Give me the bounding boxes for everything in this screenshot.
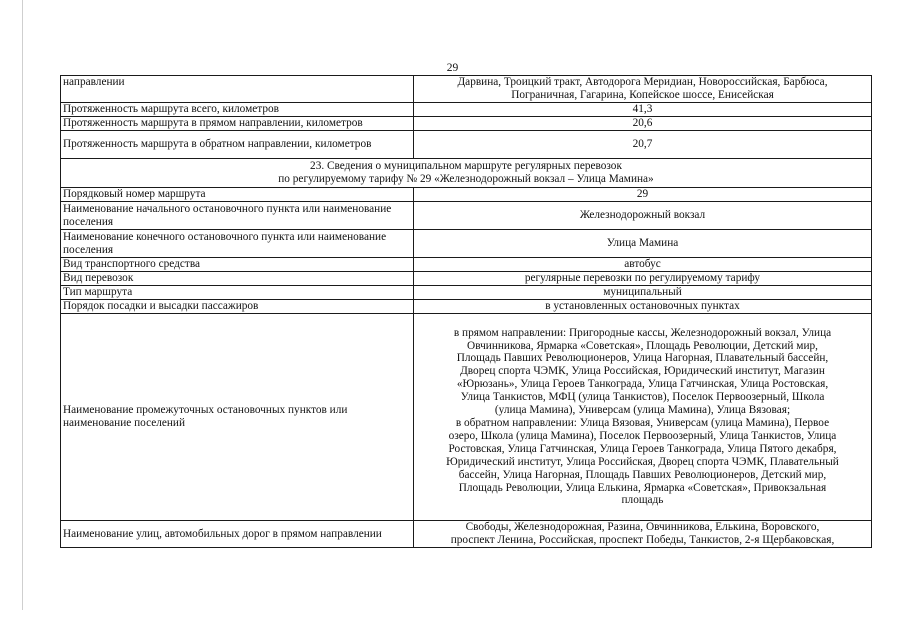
table-row-transport-kind	[61, 272, 872, 286]
table-row-start-stop	[61, 202, 872, 230]
row-label: Порядковый номер маршрута	[61, 188, 414, 202]
table-row-boarding-order	[61, 300, 872, 314]
table-row-length-forward	[61, 117, 872, 131]
table-row-streets-forward	[61, 521, 872, 548]
row-label: Вид транспортного средства	[61, 258, 414, 272]
row-label: Наименование начального остановочного пункта или наименование поселения	[61, 202, 414, 230]
route-info-table	[60, 75, 872, 548]
row-label: Наименование конечного остановочного пункта или наименование поселения	[61, 230, 414, 258]
table-row-route-type	[61, 286, 872, 300]
row-value: в установленных остановочных пунктах	[414, 300, 872, 314]
table-row-intermediate-stops	[61, 314, 872, 521]
row-label: Тип маршрута	[61, 286, 414, 300]
table-row-direction-continuation	[61, 76, 872, 103]
row-value: Дарвина, Троицкий тракт, Автодорога Меридиан, Новороссийская, Барбюса, Пограничная, Гагарина, Копейское шоссе, Енисейская	[414, 76, 872, 103]
table-row-length-backward	[61, 131, 872, 159]
row-value: 20,6	[414, 117, 872, 131]
page-edge-rule	[22, 0, 23, 610]
row-value: Свободы, Железнодорожная, Разина, Овчинникова, Елькина, Воровского, проспект Ленина, Российская, проспект Победы, Танкистов, 2-я Щербаковская,	[414, 521, 872, 548]
table-row-end-stop	[61, 230, 872, 258]
row-label: Вид перевозок	[61, 272, 414, 286]
section-header-row	[61, 159, 872, 188]
table-row-length-total	[61, 103, 872, 117]
row-value: регулярные перевозки по регулируемому тарифу	[414, 272, 872, 286]
row-label: Протяженность маршрута в прямом направлении, километров	[61, 117, 414, 131]
row-label: направлении	[61, 76, 414, 103]
row-value: 41,3	[414, 103, 872, 117]
section-header-line: 23. Сведения о муниципальном маршруте регулярных перевозок	[310, 160, 622, 173]
row-label: Протяженность маршрута всего, километров	[61, 103, 414, 117]
section-header	[61, 159, 872, 188]
row-value: 20,7	[414, 131, 872, 159]
section-header-line: по регулируемому тарифу № 29 «Железнодорожный вокзал – Улица Мамина»	[278, 173, 654, 185]
row-value: Железнодорожный вокзал	[414, 202, 872, 230]
page-number: 29	[446, 62, 459, 74]
row-value: муниципальный	[414, 286, 872, 300]
row-label: Порядок посадки и высадки пассажиров	[61, 300, 414, 314]
table-row-vehicle-type	[61, 258, 872, 272]
row-value: в прямом направлении: Пригородные кассы, Железнодорожный вокзал, Улица Овчинникова, Ярмарка «Советская», Площадь Революции, Детский мир, Площадь Павших Революционеров, Улица Нагорная, Плавательный бассейн, Дворец спорта ЧЭМК, Улица Российская, Юридический институт, Магазин «Юрюзань», Улица Героев Танкограда, Улица Гатчинская, Улица Ростовская, Улица Танкистов, МФЦ (улица Танкистов), Поселок Первоозерный, Школа (улица Мамина), Универсам (улица Мамина), Улица Вязовая; в обратном направлении: Улица Вязовая, Универсам (улица Мамина), Первое озеро, Школа (улица Мамина), Поселок Первоозерный, Улица Танкистов, Улица Ростовская, Улица Гатчинская, Улица Героев Танкограда, Улица Пятого декабря, Юридический институт, Улица Российская, Дворец спорта ЧЭМК, Плавательный бассейн, Улица Нагорная, Площадь Павших Революционеров, Детский мир, Площадь Революции, Улица Елькина, Ярмарка «Советская», Привокзальная площадь	[414, 314, 872, 521]
table-row-route-number	[61, 188, 872, 202]
row-label: Наименование промежуточных остановочных пунктов или наименование поселений	[61, 314, 414, 521]
row-label: Наименование улиц, автомобильных дорог в прямом направлении	[61, 521, 414, 548]
row-value: автобус	[414, 258, 872, 272]
row-value: Улица Мамина	[414, 230, 872, 258]
row-label: Протяженность маршрута в обратном направлении, километров	[61, 131, 414, 159]
row-value: 29	[414, 188, 872, 202]
